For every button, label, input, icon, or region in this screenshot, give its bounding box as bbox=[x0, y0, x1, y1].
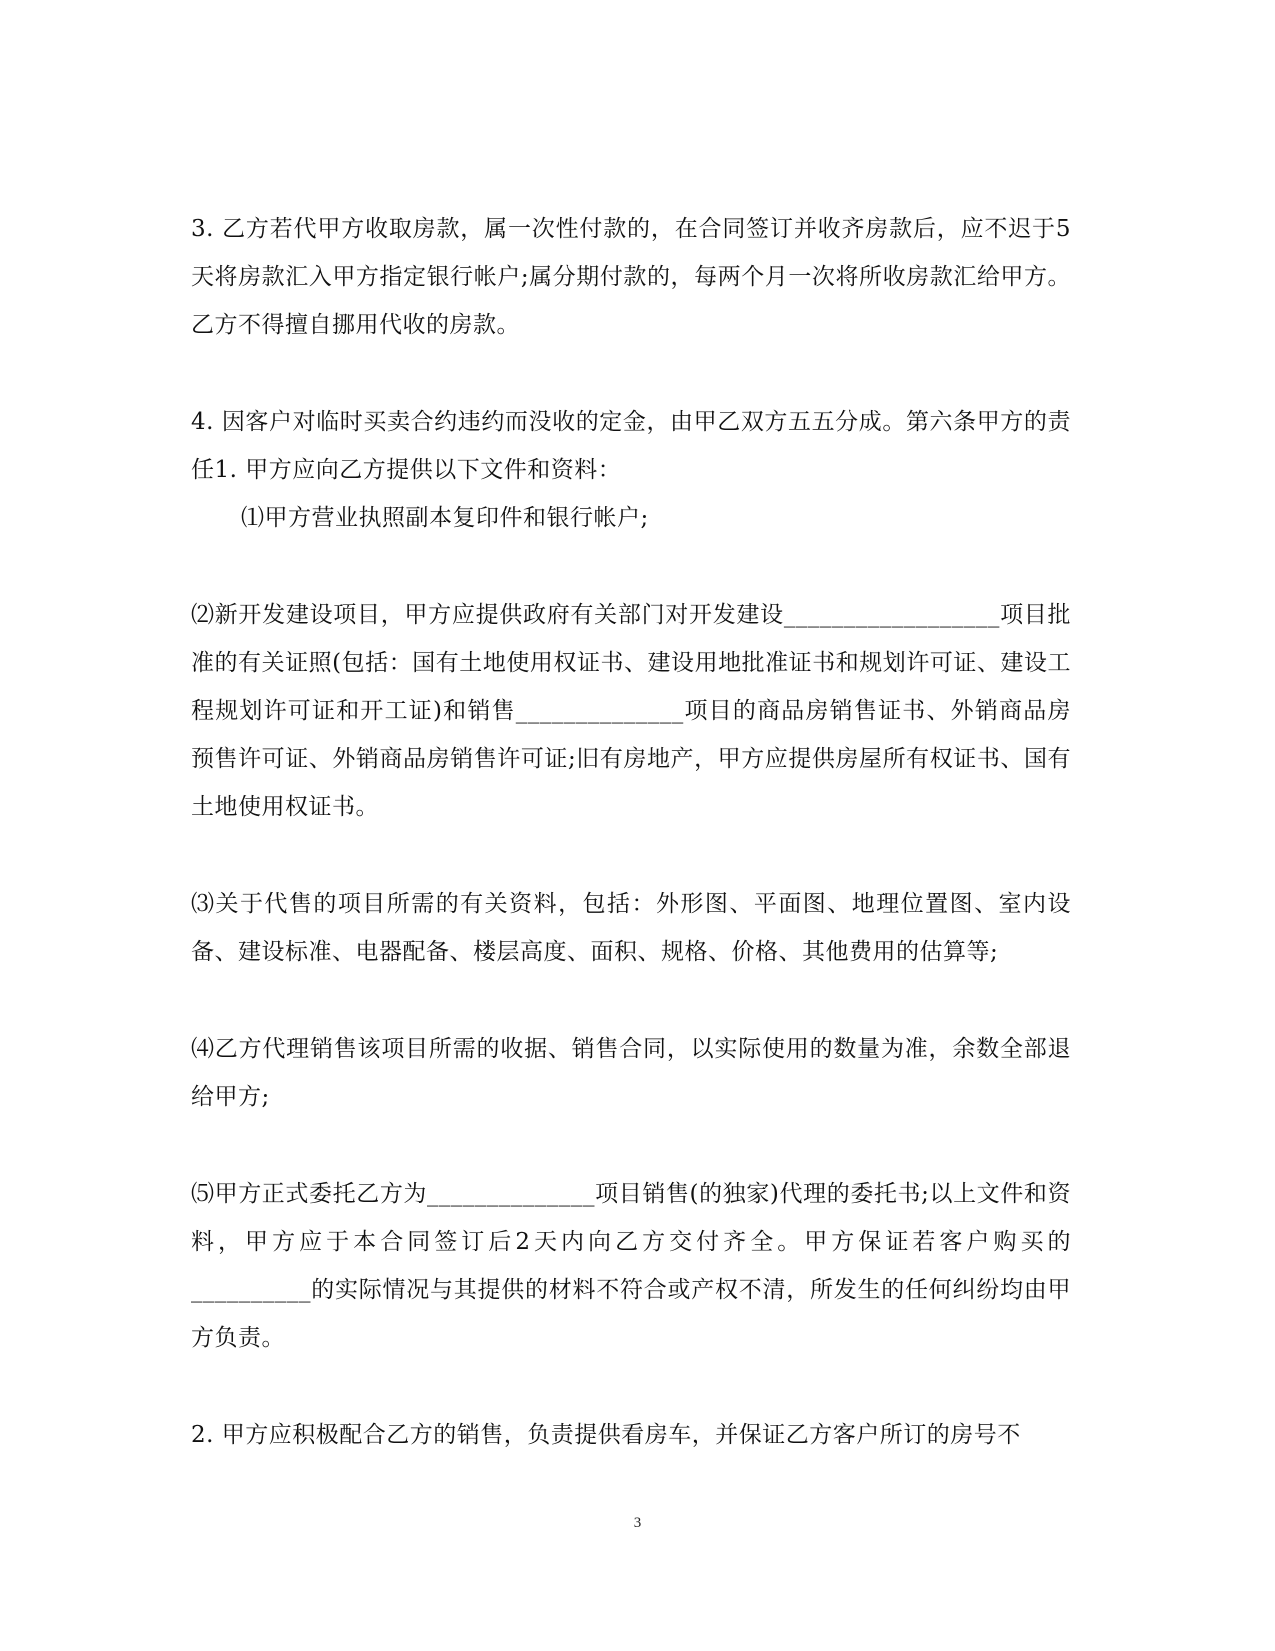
paragraph-item-1: ⑴甲方营业执照副本复印件和银行帐户; bbox=[241, 505, 649, 531]
paragraph-item-5: ⑸甲方正式委托乙方为______________项目销售(的独家)代理的委托书;以上文件和资料，甲方应于本合同签订后2天内向乙方交付齐全。甲方保证若客户购买的__________的实际情况与其提供的材料不符合或产权不清，所发生的任何纠纷均由甲方负责。 bbox=[191, 1181, 1071, 1351]
paragraph-clause-3: 3. 乙方若代甲方收取房款，属一次性付款的，在合同签订并收齐房款后，应不迟于5天将房款汇入甲方指定银行帐户;属分期付款的，每两个月一次将所收房款汇给甲方。乙方不得擅自挪用代收的房款。 bbox=[191, 216, 1071, 338]
paragraph-clause-2: 2. 甲方应积极配合乙方的销售，负责提供看房车，并保证乙方客户所订的房号不 bbox=[191, 1422, 1021, 1448]
document-body bbox=[191, 205, 1071, 1459]
paragraph-clause-4: 4. 因客户对临时买卖合约违约而没收的定金，由甲乙双方五五分成。第六条甲方的责任1. 甲方应向乙方提供以下文件和资料： bbox=[191, 409, 1071, 483]
paragraph-item-4: ⑷乙方代理销售该项目所需的收据、销售合同，以实际使用的数量为准，余数全部退给甲方; bbox=[191, 1036, 1071, 1110]
paragraph-item-2: ⑵新开发建设项目，甲方应提供政府有关部门对开发建设__________________项目批准的有关证照(包括：国有土地使用权证书、建设用地批准证书和规划许可证、建设工程规划许可证和开工证)和销售______________项目的商品房销售证书、外销商品房预售许可证、外销商品房销售许可证;旧有房地产，甲方应提供房屋所有权证书、国有土地使用权证书。 bbox=[191, 602, 1071, 820]
page-number: 3 bbox=[633, 1515, 642, 1531]
paragraph-item-3: ⑶关于代售的项目所需的有关资料，包括：外形图、平面图、地理位置图、室内设备、建设标准、电器配备、楼层高度、面积、规格、价格、其他费用的估算等; bbox=[191, 891, 1071, 965]
